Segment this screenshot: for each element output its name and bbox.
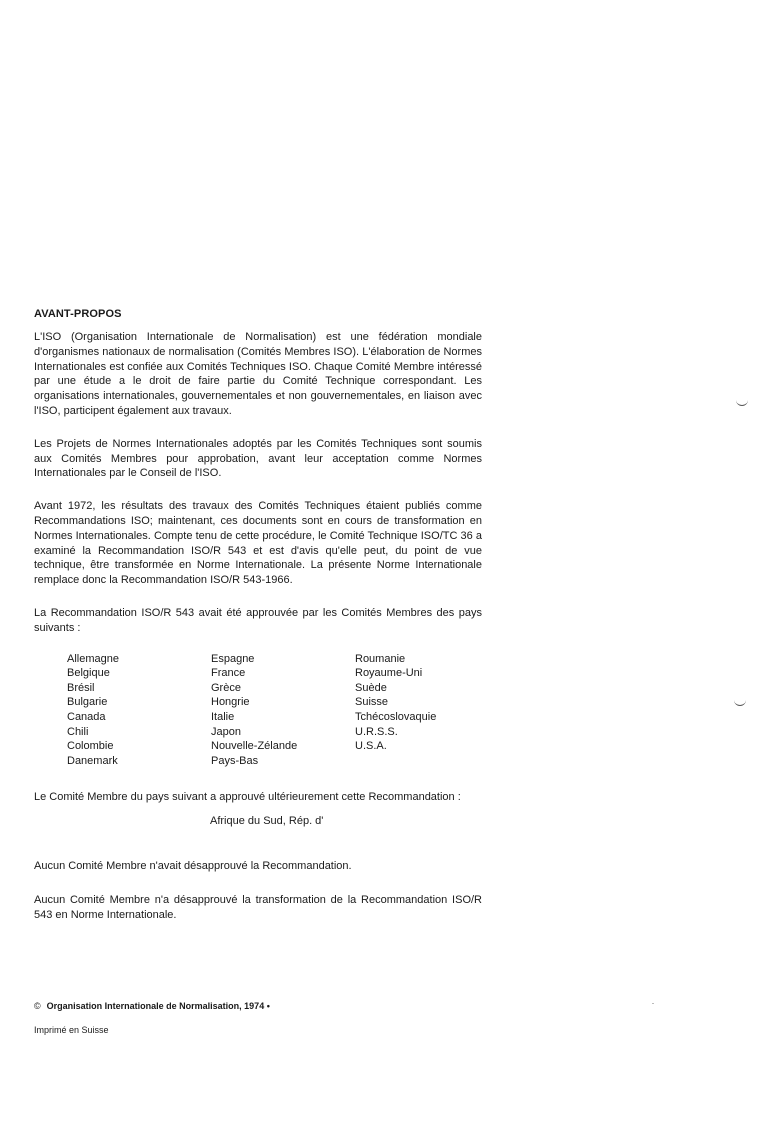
country-item: Italie: [211, 710, 235, 723]
paragraph-no-transformation-disapproval: Aucun Comité Membre n'a désapprouvé la transformation de la Recommandation ISO/R 543 en Norme Internationale.: [34, 893, 482, 921]
margin-mark: [736, 400, 748, 406]
country-item: Allemagne: [67, 652, 119, 665]
country-item: Royaume-Uni: [355, 667, 423, 680]
paragraph-before-1972: Avant 1972, les résultats des travaux des Comités Techniques étaient publiés comme Recommandations ISO; maintenant, ces documents sont en cours de transformation en Normes Internationales. Compte tenu de cette procédure, le Comité Technique ISO/TC 36 a examiné la Recommandation ISO/R 543 et est d'avis qu'elle peut, du point de vue technique, être transformée en Norme Internationale. La présente Norme Internationale remplace donc la Recommandation ISO/R 543-1966.: [34, 500, 482, 587]
country-list: [67, 652, 482, 769]
scan-speck: [652, 1003, 654, 1004]
country-item: U.S.A.: [355, 740, 387, 753]
foreword-heading: AVANT-PROPOS: [34, 308, 122, 320]
printed-in-line: Imprimé en Suisse: [34, 1025, 109, 1035]
copyright-symbol: ©: [34, 1001, 41, 1011]
country-item: Suède: [355, 681, 387, 694]
country-item: Hongrie: [211, 696, 250, 709]
country-item: Japon: [211, 725, 241, 738]
country-item: Nouvelle-Zélande: [211, 740, 298, 753]
later-approval-country: Afrique du Sud, Rép. d': [210, 815, 324, 828]
country-item: U.R.S.S.: [355, 725, 398, 738]
country-item: Tchécoslovaquie: [355, 710, 437, 723]
copyright-line: [34, 1001, 270, 1011]
country-item: Canada: [67, 710, 106, 723]
foreword-section: [34, 308, 482, 940]
margin-mark: [734, 700, 746, 706]
paragraph-no-disapproval: Aucun Comité Membre n'avait désapprouvé la Recommandation.: [34, 860, 352, 873]
country-item: France: [211, 667, 246, 680]
country-item: Grèce: [211, 681, 241, 694]
country-item: Pays-Bas: [211, 754, 259, 767]
country-item: Bulgarie: [67, 696, 108, 709]
country-item: Danemark: [67, 754, 118, 767]
copyright-text: Organisation Internationale de Normalisation, 1974 •: [46, 1001, 270, 1011]
country-item: Colombie: [67, 740, 114, 753]
paragraph-later-approval: Le Comité Membre du pays suivant a approuvé ultérieurement cette Recommandation :: [34, 791, 461, 804]
country-column-1: [67, 652, 211, 769]
paragraph-approval-intro: La Recommandation ISO/R 543 avait été approuvée par les Comités Membres des pays suivants :: [34, 606, 482, 634]
country-item: Roumanie: [355, 652, 406, 665]
paragraph-iso-intro: L'ISO (Organisation Internationale de Normalisation) est une fédération mondiale d'organismes nationaux de normalisation (Comités Membres ISO). L'élaboration de Normes Internationales est confiée aux Comités Techniques ISO. Chaque Comité Membre intéressé par une étude a le droit de faire partie du Comité Technique correspondant. Les organisations internationales, gouvernementales et non gouvernementales, en liaison avec l'ISO, participent également aux travaux.: [34, 331, 482, 417]
country-column-3: [355, 652, 499, 769]
country-item: Brésil: [67, 681, 95, 694]
country-column-2: [211, 652, 355, 769]
country-item: Suisse: [355, 696, 389, 709]
country-item: Belgique: [67, 667, 110, 680]
country-item: Chili: [67, 725, 89, 738]
country-item: Espagne: [211, 652, 255, 665]
paragraph-draft-standards: Les Projets de Normes Internationales adoptés par les Comités Techniques sont soumis aux Comités Membres pour approbation, avant leur acceptation comme Normes Internationales par le Conseil de l'ISO.: [34, 437, 482, 480]
